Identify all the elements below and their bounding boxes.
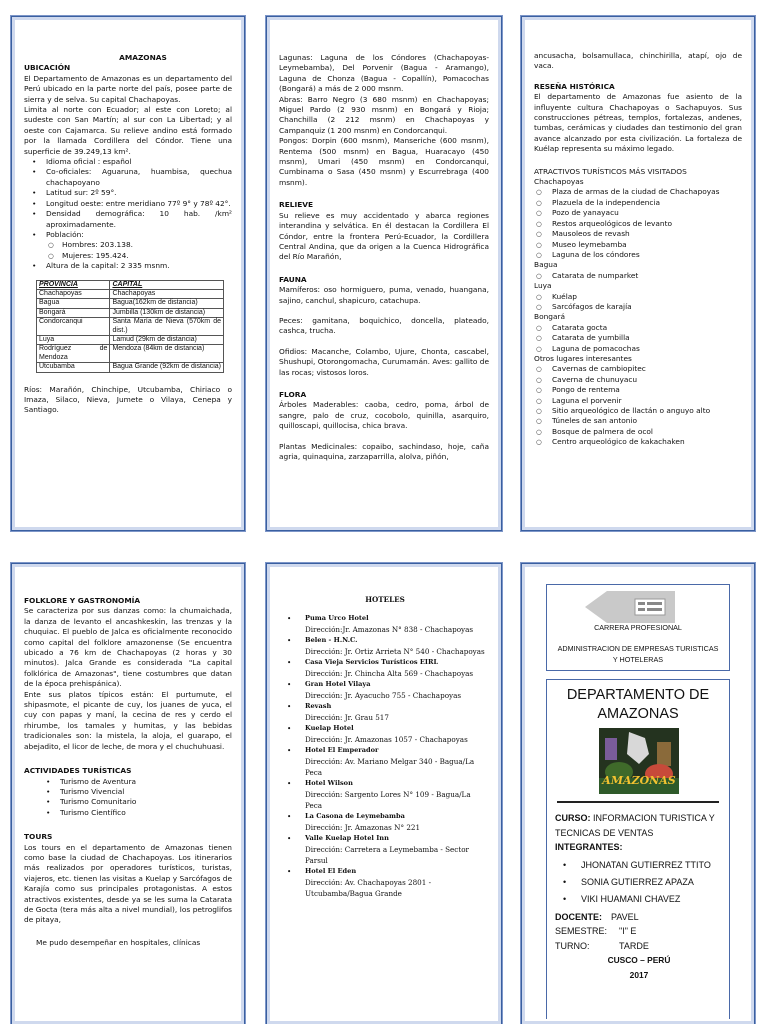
- program-name: ADMINISTRACION DE EMPRESAS TURISTICAS Y HOTELERAS: [557, 644, 719, 664]
- members-list: [555, 857, 723, 908]
- panel-hotels: [266, 563, 502, 1024]
- fact-item: • Idioma oficial : español: [24, 157, 232, 167]
- altitude-item: • Altura de la capital: 2 335 msnm.: [24, 261, 232, 271]
- hotel-item: [281, 745, 489, 778]
- year: 2017: [629, 969, 649, 980]
- hotel-address: Dirección: Carretera a Leymebamba - Sector Parsul: [305, 845, 469, 865]
- attraction-item: ○ Museo leymebamba: [534, 240, 742, 250]
- attraction-group-list: [534, 271, 742, 281]
- hotel-address: Dirección: Av. Mariano Melgar 340 - Bagua/La Peca: [305, 757, 475, 777]
- panel-geography: [266, 16, 502, 531]
- fact-item: • Latitud sur: 2º 59°.: [24, 188, 232, 198]
- semester-label: SEMESTRE:: [555, 926, 608, 936]
- cover-main: [546, 679, 730, 1019]
- fauna-mammals: Mamíferos: oso hormiguero, puma, venado, huangana, sajino, canchul, shapicuro, catachupa.: [279, 285, 489, 305]
- hotel-name: • Hotel El Emperador: [305, 746, 379, 754]
- province-table: [36, 280, 224, 373]
- attraction-item: ○ Plaza de armas de la ciudad de Chachapoyas: [534, 187, 742, 197]
- attractions-heading: ATRACTIVOS TURÍSTICOS MÁS VISITADOS: [534, 166, 687, 176]
- hotel-name: • Gran Hotel Vilaya: [305, 680, 371, 688]
- population-item: ○ Hombres: 203.138.: [24, 240, 232, 250]
- population-item: ○ Mujeres: 195.424.: [24, 251, 232, 261]
- panel-amazonas-info: [11, 16, 245, 531]
- table-header-provincia: PROVINCIA: [37, 280, 110, 289]
- shift-label: TURNO:: [555, 940, 590, 951]
- course-info: [555, 811, 723, 982]
- attraction-group-name: Otros lugares interesantes: [534, 353, 632, 363]
- flora-trees: Árboles Maderables: caoba, cedro, poma, árbol de sangre, palo de cruz, cocobolo, quinilla, asarquiro, quilloscapi, quillocisa, chica brava.: [279, 400, 489, 431]
- table-cell: Santa María de Nieva (570km de dist.): [110, 318, 224, 336]
- hotel-item: [281, 635, 489, 657]
- members-label: INTEGRANTES:: [555, 842, 623, 852]
- attraction-item: ○ Pozo de yanayacu: [534, 208, 742, 218]
- attraction-item: ○ Bosque de palmera de ocol: [534, 427, 742, 437]
- amazonas-logo: [599, 728, 679, 794]
- attraction-group-list: [534, 364, 742, 447]
- attraction-group-name: Bongará: [534, 312, 566, 322]
- panel-folklore: [11, 563, 245, 1024]
- folklore-text: Se caracteriza por sus danzas como: la chumaichada, la danza de levanto el ancashkeskin, las trenzas y la chuquiac. El pueblo de Jalca es oficialmente reconocido como capital del folklore amazonense (Se encuentra ubicado a 76 km de Chachapoyas (2 horas y 30 minutos). Jalca Grande es considerada "La capital folklórica de Amazonas", tiene costumbres que datan de la época prehispánica).: [24, 606, 232, 689]
- attraction-item: ○ Laguna de los cóndores: [534, 250, 742, 260]
- attraction-item: ○ Caverna de chunuyacu: [534, 375, 742, 385]
- hotel-item: [281, 679, 489, 701]
- place: CUSCO – PERÚ: [607, 955, 671, 965]
- attraction-group-list: [534, 187, 742, 260]
- member-item: • SONIA GUTIERREZ APAZA: [555, 874, 723, 891]
- hotel-address: Dirección: Jr. Ayacucho 755 - Chachapoyas: [305, 691, 462, 700]
- bullet-icon: •: [563, 859, 567, 870]
- fact-item: • Co-oficiales: Aguaruna, huambisa, quechua chachapoyano: [24, 167, 232, 188]
- career-box: [546, 584, 730, 671]
- course-name: INFORMACION TURISTICA Y TECNICAS DE VENTAS: [555, 813, 715, 838]
- member-item: • JHONATAN GUTIERREZ TTITO: [555, 857, 723, 874]
- fact-item: • Población:: [24, 230, 232, 240]
- table-cell: Mendoza (84km de distancia): [110, 345, 224, 363]
- hotel-address: Dirección: Jr. Grau 517: [305, 713, 389, 722]
- table-cell: Condorcanqui: [37, 318, 110, 336]
- shift-value: TARDE: [619, 940, 649, 951]
- activity-item: • Turismo Vivencial: [38, 787, 232, 797]
- closing-text: Me pudo desempeñar en hospitales, clínicas: [36, 937, 201, 947]
- hotel-item: [281, 657, 489, 679]
- activity-item: • Turismo Científico: [38, 808, 232, 818]
- course-label: CURSO:: [555, 813, 591, 823]
- attraction-item: ○ Catarata de yumbilla: [534, 333, 742, 343]
- flora-continued: ancusacha, bolsamullaca, chinchirilla, atapí, ojo de vaca.: [534, 51, 742, 71]
- attraction-item: ○ Laguna de pomacochas: [534, 344, 742, 354]
- logo-text: AMAZONAS: [602, 774, 676, 787]
- table-row: [37, 289, 224, 298]
- table-row: [37, 308, 224, 317]
- hotel-address: Dirección: Jr. Chincha Alta 569 - Chachapoyas: [305, 669, 474, 678]
- bullet-icon: •: [563, 876, 567, 887]
- table-cell: Utcubamba: [37, 363, 110, 372]
- attraction-item: ○ Laguna el porvenir: [534, 396, 742, 406]
- table-cell: Bagua Grande (92km de distancia): [110, 363, 224, 372]
- rivers-text: Ríos: Marañón, Chinchipe, Utcubamba, Chiriaco o Imaza, Silaco, Nieva, Jumete o Vilaya, Cenepa y Santiago.: [24, 384, 232, 415]
- pongos-text: Pongos: Dorpin (600 msnm), Manseriche (600 msnm), Rentema (500 msnm) en Bagua, Huaracayo (450 msnm), Umari (450 msnm) en Condorcanqui, Cumbinama o Sasa (450 msnm) y Escurrebraga (400 msnm).: [279, 136, 489, 187]
- ubicacion-text: El Departamento de Amazonas es un departamento del Perú ubicado en la parte norte del país, posee parte de sierra y de selva. Su capital Chachapoyas.: [24, 73, 232, 104]
- hotel-item: [281, 833, 489, 866]
- hotel-name: • Kuelap Hotel: [305, 724, 354, 732]
- table-row: [37, 363, 224, 372]
- fauna-fish: Peces: gamitana, boquichico, doncella, plateado, cashca, trucha.: [279, 315, 489, 336]
- hotel-address: Dirección:Jr. Amazonas N° 838 - Chachapoyas: [305, 625, 474, 634]
- activity-item: • Turismo Comunitario: [38, 797, 232, 807]
- hotel-item: [281, 613, 489, 635]
- abras-text: Abras: Barro Negro (3 680 msnm) en Chachapoyas; Miguel Pardo (2 930 msnm) en Bongará y Rioja; Chanchilla (2 212 msnm) en Chachapoyas y Campanquiz (1 200 msnm) en Condorcanqui.: [279, 94, 489, 135]
- hotel-address: Dirección: Jr. Ortiz Arrieta N° 540 - Chachapoyas: [305, 647, 485, 656]
- attraction-item: ○ Restos arqueológicos de levanto: [534, 219, 742, 229]
- table-cell: Luya: [37, 335, 110, 344]
- panel-history-attractions: [521, 16, 755, 531]
- hotel-name: • Hotel Wilson: [305, 779, 353, 787]
- panel-content: [534, 51, 742, 448]
- teacher-name: PAVEL: [611, 911, 639, 922]
- fauna-ofidios: Ofidios: Macanche, Colambo, Ujure, Chonta, cascabel, Shushupi, Otorongomacha, Curumamán. Aves: gallito de las rocas; vistosos loros.: [279, 346, 489, 377]
- fact-item: • Longitud oeste: entre meridiano 77º 9° y 78º 42°.: [24, 199, 232, 209]
- resena-text: El departamento de Amazonas fue asiento de la influyente cultura Chachapoyas o Sachapuyos. Sus construcciones pétreas, templos, fortalezas, andenes, tumbas, cerámicas y ciudades dan testimonio del gran avance alcanzado por esta civilización. La fortaleza de Kuélap representa su máximo legado.: [534, 92, 742, 154]
- facts-list: [24, 157, 232, 240]
- semester-value: "I" E: [619, 926, 637, 936]
- flora-heading: FLORA: [279, 389, 307, 399]
- attraction-item: ○ Túneles de san antonio: [534, 416, 742, 426]
- relieve-heading: RELIEVE: [279, 200, 314, 210]
- table-row: [37, 335, 224, 344]
- table-row: [37, 299, 224, 308]
- hotel-item: [281, 701, 489, 723]
- hotel-address: Dirección: Jr. Amazonas 1057 - Chachapoyas: [305, 735, 468, 744]
- activity-item: • Turismo de Aventura: [38, 777, 232, 787]
- attraction-group-name: Bagua: [534, 260, 558, 270]
- table-cell: Chachapoyas: [110, 289, 224, 298]
- hotel-name: • Puma Urco Hotel: [305, 614, 369, 622]
- bullet-icon: •: [563, 893, 567, 904]
- table-cell: Lamud (29km de distancia): [110, 335, 224, 344]
- table-cell: Rodríguez de Mendoza: [37, 345, 110, 363]
- table-cell: Chachapoyas: [37, 289, 110, 298]
- table-cell: Bagua: [37, 299, 110, 308]
- ubicacion-heading: UBICACIÓN: [24, 63, 71, 73]
- attraction-item: ○ Sarcófagos de karajía: [534, 302, 742, 312]
- hotel-item: [281, 723, 489, 745]
- hotel-name: • Valle Kuelap Hotel Inn: [305, 834, 389, 842]
- tours-heading: TOURS: [24, 832, 53, 842]
- panel-cover: [521, 563, 755, 1024]
- hotel-name: • Belen - H.N.C.: [305, 636, 358, 644]
- attractions-list: [534, 177, 742, 448]
- hotel-name: • Hotel El Eden: [305, 867, 357, 875]
- limits-text: Limita al norte con Ecuador; al este con Loreto; al sudeste con San Martín; al sur con La Libertad; y al oeste con Cajamarca. Su relieve andino está formado por la llamada Cordillera del Cóndor. Tiene una superficie de 39.249,13 km².: [24, 105, 232, 156]
- member-item: • VIKI HUAMANI CHAVEZ: [555, 891, 723, 908]
- attraction-item: ○ Cavernas de cambiopitec: [534, 364, 742, 374]
- table-cell: Jumbilla (130km de distancia): [110, 308, 224, 317]
- table-cell: Bongará: [37, 308, 110, 317]
- attraction-item: ○ Mausoleos de revash: [534, 229, 742, 239]
- table-cell: Bagua(162km de distancia): [110, 299, 224, 308]
- attraction-group-list: [534, 323, 742, 354]
- hotel-address: Dirección: Jr. Amazonas N° 221: [305, 823, 421, 832]
- panel-content: [24, 53, 232, 416]
- table-row: [37, 345, 224, 363]
- folklore-heading: FOLKLORE Y GASTRONOMÍA: [24, 596, 141, 605]
- gastronomy-text: Ente sus platos típicos están: El purtumute, el shipasmote, el picante de cuy, los juanes de yuca, el cuy con papas y maní, la cecina de res y cerdo el rhirumbe, los tamales y humitas, y las bebidas tradicionales son: la mistela, la aloja, el guarapo, el abejadito, el licor de leche, de mora y el chuchuhuasi.: [24, 689, 232, 751]
- hotel-address: Dirección: Sargento Lores N° 109 - Bagua/La Peca: [305, 790, 471, 810]
- section-title: AMAZONAS: [119, 53, 167, 62]
- fauna-heading: FAUNA: [279, 274, 307, 284]
- attraction-item: ○ Plazuela de la independencia: [534, 198, 742, 208]
- flora-medicinal: Plantas Medicinales: copaibo, sachindaso, hoje, caña agria, quinaquina, zarzaparrilla, alolva, piñón,: [279, 441, 489, 461]
- hotel-item: [281, 866, 489, 899]
- hotel-name: • La Casona de Leymebamba: [305, 812, 405, 820]
- hotels-title: HOTELES: [365, 595, 405, 604]
- table-header-capital: CAPITAL: [110, 280, 224, 289]
- hotels-content: [281, 594, 489, 899]
- tours-text: Los tours en el departamento de Amazonas tienen como base la ciudad de Chachapoyas. Los itinerarios más realizados por operadores turísticos, turistas, viajeros, etc. tienen las visitas a Kuelap y Sarcófagos de Karajía como sus principales protagonistas. A estos atractivos existentes, desde ya se les suma la Catarata de Gocta (tera más alta a nivel mundial), los petroglifos de pitaya,: [24, 842, 232, 925]
- attraction-item: ○ Catarata de numparket: [534, 271, 742, 281]
- hotels-list: [281, 613, 489, 899]
- relieve-text: Su relieve es muy accidentado y abarca regiones interandina y selvática. En él destacan la Cordillera El Cóndor, entre la frontera Perú-Ecuador, la Cordillera Central Andina, que da origen a la Cuenca Hidrográfica del Río Marañón,: [279, 210, 489, 262]
- fact-item: • Densidad demográfica: 10 hab. /km² aproximadamente.: [24, 209, 232, 230]
- attraction-item: ○ Sitio arqueológico de llactán o anguyo alto: [534, 406, 742, 416]
- hotel-item: [281, 778, 489, 811]
- attraction-group-name: Luya: [534, 281, 552, 291]
- teacher-label: DOCENTE:: [555, 911, 602, 922]
- attraction-item: ○ Catarata gocta: [534, 323, 742, 333]
- attraction-group-list: [534, 292, 742, 313]
- cover-title: DEPARTAMENTO DE AMAZONAS: [566, 687, 710, 722]
- activities-heading: ACTIVIDADES TURÍSTICAS: [24, 766, 132, 776]
- panel-content: [279, 53, 489, 462]
- activities-list: [24, 777, 232, 819]
- divider: [557, 801, 719, 803]
- hotel-name: • Revash: [305, 702, 332, 710]
- attraction-item: ○ Pongo de rentema: [534, 385, 742, 395]
- hotel-item: [281, 811, 489, 833]
- attraction-item: ○ Kuélap: [534, 292, 742, 302]
- attraction-group-name: Chachapoyas: [534, 177, 584, 187]
- table-row: [37, 318, 224, 336]
- attraction-item: ○ Centro arqueológico de kakachaken: [534, 437, 742, 447]
- hotel-name: • Casa Vieja Servicios Turísticos EIRL: [305, 658, 439, 666]
- lagunas-text: Lagunas: Laguna de los Cóndores (Chachapoyas-Leymebamba), Del Porvenir (Bagua - Aramango), Laguna de Chonza (Bagua - Copallín), Pomacochas (Bongará) a más de 2 000 msnm.: [279, 53, 489, 94]
- career-label: CARRERA PROFESIONAL: [594, 623, 682, 632]
- population-list: [24, 240, 232, 261]
- hotel-address: Dirección: Av. Chachapoyas 2801 - Utcubamba/Bagua Grande: [305, 878, 432, 898]
- resena-heading: RESEÑA HISTÓRICA: [534, 81, 615, 91]
- document-icon: [585, 589, 675, 625]
- panel-content: [24, 596, 232, 948]
